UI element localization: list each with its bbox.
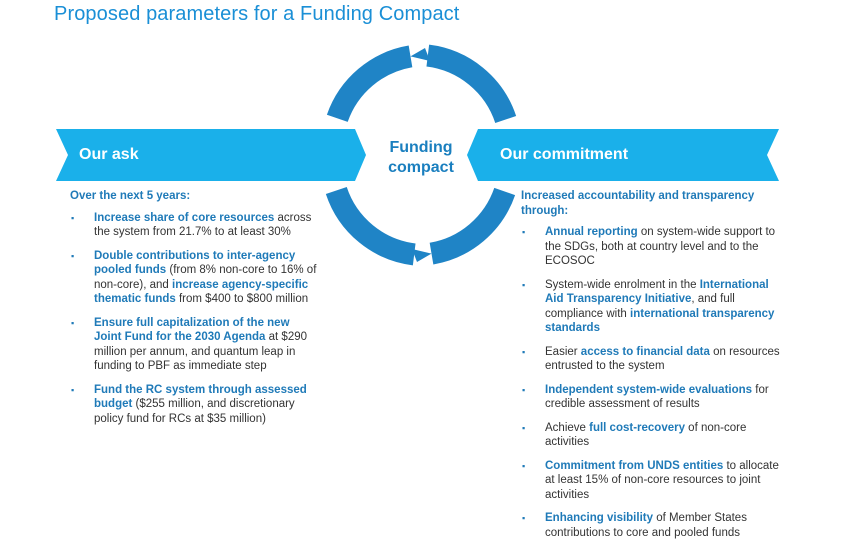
bullet-icon: ▪ [522, 384, 526, 395]
highlight-text: Double contributions to inter-agency pooled funds [94, 249, 296, 276]
item-text: Achieve [545, 421, 590, 434]
page-title: Proposed parameters for a Funding Compact [54, 3, 460, 25]
our-ask-item [70, 383, 320, 427]
highlight-text: full cost-recovery [589, 421, 685, 434]
item-text: on system-wide support to the SDGs, both at country level and to the ECOSOC [545, 226, 776, 267]
highlight-text: International Aid Transparency Initiative [545, 278, 769, 305]
item-text: across the system from 21.7% to at least 30% [94, 211, 312, 238]
our-commitment-item [521, 511, 783, 540]
item-text: from $400 to $800 million [175, 293, 309, 305]
item-text: Easier [545, 345, 581, 358]
our-commitment-intro: Increased accountability and transparency through: [521, 190, 755, 217]
ring-arc-top [337, 56, 410, 118]
highlight-text: Increase share of core resources [94, 211, 275, 224]
item-text: , and full compliance with [545, 293, 735, 320]
ring-arc-right [428, 56, 506, 120]
ring-arc-left [336, 191, 414, 255]
our-ask-item [70, 316, 320, 374]
our-ask-label: Our ask [79, 146, 139, 163]
item-text: (from 8% non-core to 16% of non-core), and [94, 264, 317, 291]
highlight-text: increase agency-specific thematic funds [94, 278, 309, 305]
bullet-icon: ▪ [522, 279, 526, 290]
highlight-text: Ensure full capitalization of the new Joint Fund for the 2030 Agenda [94, 316, 290, 343]
center-label-line1: Funding [389, 139, 453, 156]
ring-arc-bottom [432, 192, 505, 254]
bullet-icon: ▪ [71, 250, 75, 261]
our-ask-item [70, 211, 320, 240]
our-ask-column [70, 189, 320, 435]
our-ask-item [70, 249, 320, 307]
our-commitment-item [521, 225, 783, 269]
bullet-icon: ▪ [71, 384, 75, 395]
highlight-text: access to financial data [580, 345, 710, 358]
highlight-text: Enhancing visibility [545, 512, 653, 524]
bullet-icon: ▪ [522, 346, 526, 357]
our-ask-list [70, 211, 320, 427]
our-commitment-column [521, 189, 783, 549]
bullet-icon: ▪ [522, 227, 526, 237]
bullet-icon: ▪ [71, 317, 75, 328]
our-commitment-item [521, 383, 783, 412]
center-label-line2: compact [388, 159, 454, 176]
bullet-icon: ▪ [522, 422, 526, 433]
funding-compact-label [368, 138, 474, 178]
item-text: on resources entrusted to the system [545, 345, 780, 372]
item-text: System-wide enrolment in the [545, 278, 700, 291]
bullet-icon: ▪ [71, 212, 75, 223]
item-text: ($255 million, and discretionary policy fund for RCs at $35 million) [94, 398, 295, 425]
highlight-text: Commitment from UNDS entities [545, 459, 724, 472]
item-text: of non-core activities [545, 421, 747, 448]
bullet-icon: ▪ [522, 460, 526, 471]
our-ask-intro: Over the next 5 years: [70, 190, 191, 202]
our-commitment-item [521, 421, 783, 450]
item-text: to allocate at least 15% of non-core resources to joint activities [545, 459, 779, 501]
highlight-text: Independent system-wide evaluations [545, 383, 753, 396]
highlight-text: Fund the RC system through assessed budget [94, 383, 307, 410]
our-commitment-item [521, 459, 783, 503]
highlight-text: international transparency standards [545, 307, 775, 334]
highlight-text: Annual reporting [545, 226, 638, 238]
our-commitment-item [521, 345, 783, 374]
our-commitment-label: Our commitment [500, 146, 629, 163]
item-text: for credible assessment of results [545, 383, 769, 410]
our-commitment-list [521, 225, 783, 540]
bullet-icon: ▪ [522, 513, 526, 523]
item-text: of Member States contributions to core and pooled funds [545, 512, 747, 539]
item-text: at $290 million per annum, and quantum leap in funding to PBF as immediate step [94, 331, 308, 372]
our-commitment-item [521, 278, 783, 336]
